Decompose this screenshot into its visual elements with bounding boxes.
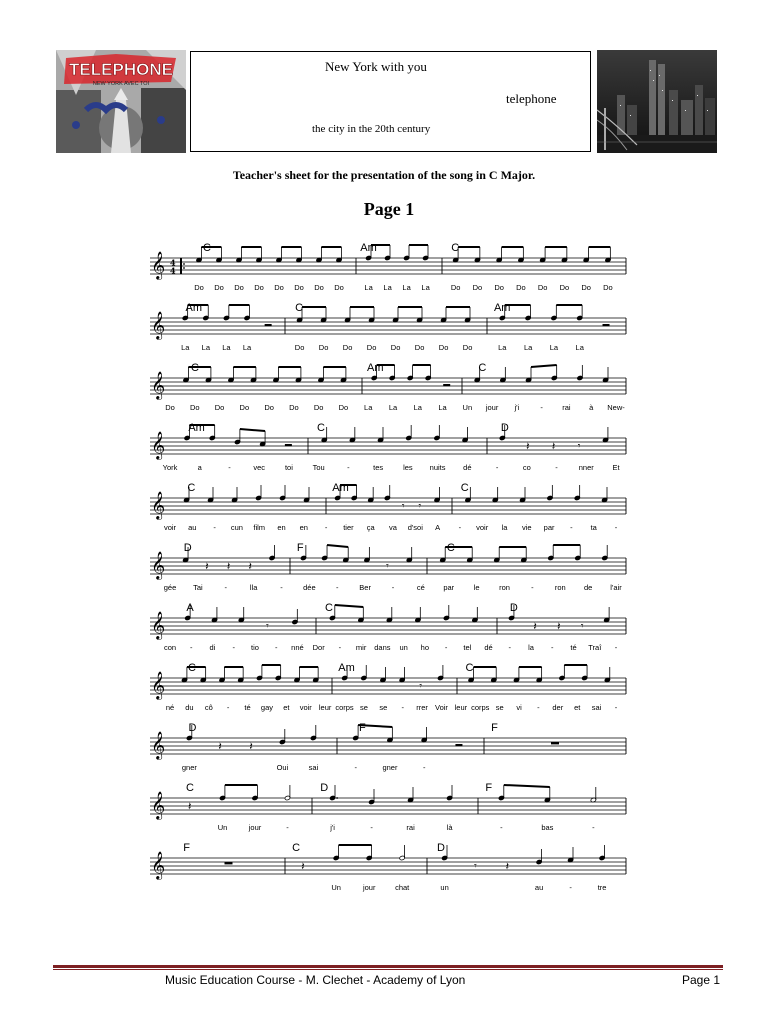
lyric-syllable: - <box>614 703 618 712</box>
repeat-dot <box>183 263 185 265</box>
treble-clef-icon: 𝄞 <box>151 851 166 879</box>
lyric-syllable: nné <box>291 643 304 652</box>
lyric-syllable: gay <box>260 703 274 712</box>
chord-symbol: D <box>320 782 329 794</box>
lyric-syllable: gner <box>382 763 398 772</box>
chord-symbol: C <box>325 602 334 614</box>
chord-symbol: C <box>191 362 199 374</box>
lyric-syllable: dé <box>463 463 472 472</box>
lyric-syllable: - <box>336 583 339 592</box>
chord-symbol: A <box>186 602 194 614</box>
note-beam <box>240 429 265 431</box>
lyric-syllable: par <box>543 523 555 532</box>
eighth-rest-icon: 𝄾 <box>386 561 389 572</box>
lyric-syllable: A <box>435 523 441 532</box>
staff-system <box>150 722 626 772</box>
lyric-syllable: Do <box>313 403 324 412</box>
lyric-syllable: Do <box>334 283 344 292</box>
lyric-syllable: La <box>402 283 411 292</box>
quarter-rest-icon: 𝄽 <box>248 560 252 573</box>
lyric-syllable: La <box>421 283 430 292</box>
lyric-syllable: York <box>162 463 178 472</box>
note-beam <box>327 545 348 547</box>
lyric-syllable: voir <box>299 703 312 712</box>
lyric-syllable: au <box>188 523 197 532</box>
staff-system <box>150 662 626 712</box>
lyric-syllable: La <box>201 343 211 352</box>
chord-symbol: D <box>500 422 509 434</box>
chord-symbol: D <box>436 842 445 854</box>
lyric-syllable: rai <box>406 823 415 832</box>
lyric-syllable: Do <box>559 283 570 292</box>
lyric-syllable: Do <box>516 283 526 292</box>
chord-symbol: Am <box>493 302 511 314</box>
lyric-syllable: - <box>592 823 595 832</box>
lyric-syllable: gée <box>163 583 177 592</box>
lyric-syllable: Do <box>194 283 204 292</box>
lyric-syllable: Do <box>581 283 591 292</box>
staff-system <box>150 842 626 892</box>
lyric-syllable: - <box>354 763 357 772</box>
eighth-rest-icon: 𝄾 <box>580 621 584 632</box>
chord-symbol: C <box>203 242 211 254</box>
lyric-syllable: et <box>283 703 290 712</box>
treble-clef-icon: 𝄞 <box>151 491 166 519</box>
footer-course-credit: Music Education Course - M. Clechet - Academy of Lyon <box>165 973 466 987</box>
lyric-syllable: - <box>370 823 373 832</box>
lyric-syllable: l'air <box>610 583 622 592</box>
sheet-subtitle: Teacher's sheet for the presentation of the song in C Major. <box>232 168 536 182</box>
lyric-syllable: con <box>163 643 177 652</box>
lyric-syllable: - <box>537 703 540 712</box>
lyric-syllable: film <box>253 523 266 532</box>
chord-symbol: D <box>188 722 197 734</box>
lyric-syllable: - <box>495 463 499 472</box>
lyric-syllable: - <box>280 583 283 592</box>
chord-symbol: Am <box>332 482 349 494</box>
chord-symbol: F <box>485 782 493 794</box>
lyric-syllable: à <box>589 403 594 412</box>
half-rest-icon <box>265 324 272 326</box>
lyric-syllable: Tou <box>312 463 325 472</box>
lyric-syllable: Tai <box>193 583 203 592</box>
title-line-3: the city in the 20th century <box>312 123 431 135</box>
staff-system <box>150 482 626 532</box>
quarter-rest-icon: 𝄽 <box>557 620 561 633</box>
staff-system <box>150 602 626 652</box>
chord-symbol: C <box>186 782 194 794</box>
staff-system <box>150 242 626 292</box>
time-signature: 4 <box>170 257 176 268</box>
lyric-syllable: Do <box>366 343 377 352</box>
lyric-syllable: Do <box>390 343 401 352</box>
chord-symbol: F <box>359 722 366 734</box>
whole-rest-icon <box>225 862 233 864</box>
lyric-syllable: Do <box>338 403 349 412</box>
lyric-syllable: voir <box>163 523 177 532</box>
lyric-syllable: les <box>403 463 413 472</box>
quarter-rest-icon: 𝄽 <box>249 740 253 753</box>
lyric-syllable: Do <box>274 283 284 292</box>
chord-symbol: C <box>188 662 196 674</box>
lyric-syllable: La <box>498 343 507 352</box>
lyric-syllable: dé <box>484 643 493 652</box>
lyric-syllable: Do <box>214 283 224 292</box>
lyric-syllable: Do <box>264 403 274 412</box>
lyric-syllable: Oui <box>276 763 289 772</box>
lyric-syllable: - <box>226 703 230 712</box>
lyric-syllable: - <box>232 643 235 652</box>
lyric-syllable: le <box>473 583 480 592</box>
lyric-syllable: bas <box>541 823 554 832</box>
lyric-syllable: en <box>277 523 286 532</box>
quarter-rest-icon: 𝄽 <box>551 440 556 453</box>
chord-symbol: C <box>295 302 304 314</box>
chord-symbol: F <box>491 722 498 734</box>
lyric-syllable: la <box>528 643 534 652</box>
lyric-syllable: - <box>458 523 462 532</box>
lyric-syllable: va <box>389 523 397 532</box>
lyric-syllable: La <box>413 403 422 412</box>
lyric-syllable: Do <box>239 403 250 412</box>
quarter-rest-icon: 𝄽 <box>205 560 209 573</box>
chord-symbol: Am <box>338 662 355 674</box>
chord-symbol: F <box>183 842 191 854</box>
lyric-syllable: ron <box>499 583 510 592</box>
half-rest-icon <box>443 384 450 386</box>
lyric-syllable: tes <box>373 463 384 472</box>
lyric-syllable: Do <box>214 403 225 412</box>
lyric-syllable: en <box>299 523 308 532</box>
lyric-syllable: dans <box>374 643 391 652</box>
lyric-syllable: vie <box>522 523 532 532</box>
lyric-syllable: voir <box>476 523 489 532</box>
lyric-syllable: corps <box>471 703 490 712</box>
lyric-syllable: cun <box>230 523 243 532</box>
half-rest-icon <box>455 744 462 746</box>
lyric-syllable: lla <box>249 583 258 592</box>
treble-clef-icon: 𝄞 <box>151 611 166 639</box>
lyric-syllable: sai <box>308 763 319 772</box>
chord-symbol: C <box>478 362 487 374</box>
staff-system <box>150 782 626 832</box>
lyric-syllable: gner <box>181 763 197 772</box>
chord-symbol: D <box>183 542 192 554</box>
lyric-syllable: Do <box>450 283 461 292</box>
treble-clef-icon: 𝄞 <box>151 791 166 819</box>
lyric-syllable: La <box>222 343 231 352</box>
lyric-syllable: té <box>570 643 577 652</box>
lyric-syllable: La <box>364 283 373 292</box>
lyric-syllable: vi <box>516 703 522 712</box>
lyric-syllable: a <box>197 463 202 472</box>
lyric-syllable: Un <box>462 403 473 412</box>
page-heading: Page 1 <box>363 199 415 219</box>
lyric-syllable: chat <box>395 883 410 892</box>
lyric-syllable: nner <box>578 463 594 472</box>
lyric-syllable: Traî <box>588 643 602 652</box>
lyric-syllable: ron <box>554 583 566 592</box>
chord-symbol: C <box>316 422 325 434</box>
lyric-syllable: New- <box>607 403 625 412</box>
lyric-syllable: jour <box>485 403 499 412</box>
chord-symbol: C <box>187 482 196 494</box>
lyric-syllable: se <box>359 703 368 712</box>
quarter-rest-icon: 𝄽 <box>505 860 509 873</box>
lyric-syllable: un <box>399 643 408 652</box>
lyric-syllable: Do <box>462 343 473 352</box>
title-line-1: New York with you <box>325 59 427 74</box>
lyric-syllable: tel <box>463 643 472 652</box>
staff-system <box>150 422 626 472</box>
lyric-syllable: mir <box>355 643 367 652</box>
time-signature: 4 <box>170 265 176 276</box>
treble-clef-icon: 𝄞 <box>151 731 166 759</box>
lyric-syllable: La <box>383 283 392 292</box>
lyric-syllable: - <box>324 523 328 532</box>
lyric-syllable: - <box>338 643 342 652</box>
quarter-rest-icon: 𝄽 <box>526 440 530 453</box>
lyric-syllable: Do <box>537 283 548 292</box>
lyric-syllable: La <box>388 403 398 412</box>
lyric-syllable: - <box>444 643 448 652</box>
chord-symbol: C <box>465 662 474 674</box>
lyric-syllable: Do <box>254 283 264 292</box>
lyric-syllable: - <box>614 523 618 532</box>
chord-symbol: Am <box>360 242 377 254</box>
lyric-syllable: cé <box>416 583 425 592</box>
chord-symbol: C <box>446 542 455 554</box>
treble-clef-icon: 𝄞 <box>151 551 166 579</box>
lyric-syllable: di <box>209 643 216 652</box>
lyric-syllable: - <box>224 583 227 592</box>
logo-text: TELEPHONE <box>69 60 173 79</box>
lyric-syllable: cô <box>204 703 213 712</box>
note-beam <box>335 605 364 607</box>
lyric-syllable: Do <box>289 403 299 412</box>
eighth-rest-icon: 𝄾 <box>266 621 269 632</box>
lyric-syllable: - <box>569 883 572 892</box>
half-rest-icon <box>603 324 610 326</box>
lyric-syllable: - <box>213 523 216 532</box>
lyric-syllable: Do <box>414 343 425 352</box>
treble-clef-icon: 𝄞 <box>151 311 166 339</box>
lyric-syllable: - <box>508 643 512 652</box>
lyric-syllable: Ber <box>359 583 371 592</box>
eighth-rest-icon: 𝄾 <box>577 441 581 452</box>
lyric-syllable: tio <box>250 643 259 652</box>
lyric-syllable: tier <box>343 523 354 532</box>
lyric-syllable: La <box>181 343 190 352</box>
lyric-syllable: té <box>244 703 251 712</box>
lyric-syllable: là <box>446 823 453 832</box>
lyric-syllable: Do <box>165 403 175 412</box>
staff-system <box>150 362 626 412</box>
treble-clef-icon: 𝄞 <box>151 671 166 699</box>
lyric-syllable: d'soi <box>407 523 423 532</box>
lyric-syllable: - <box>274 643 278 652</box>
staff-system <box>150 302 626 352</box>
lyric-syllable: se <box>379 703 388 712</box>
lyric-syllable: - <box>347 463 350 472</box>
lyric-syllable: - <box>570 523 573 532</box>
note-beam <box>504 785 550 787</box>
lyric-syllable: rrer <box>416 703 428 712</box>
lyric-syllable: - <box>228 463 231 472</box>
lyric-syllable: leur <box>454 703 468 712</box>
lyric-syllable: Voir <box>435 703 448 712</box>
note-beam <box>531 365 557 367</box>
title-line-2: telephone <box>506 91 557 106</box>
lyric-syllable: - <box>555 463 558 472</box>
lyric-syllable: Do <box>234 283 244 292</box>
logo-subtext: NEW YORK AVEC TOI <box>92 81 150 87</box>
chord-symbol: Am <box>185 302 203 314</box>
lyric-syllable: tre <box>597 883 607 892</box>
repeat-dot <box>183 267 185 269</box>
lyric-syllable: Do <box>494 283 504 292</box>
lyric-syllable: Do <box>318 343 329 352</box>
lyric-syllable: au <box>534 883 544 892</box>
lyric-syllable: - <box>286 823 289 832</box>
lyric-syllable: vec <box>253 463 266 472</box>
lyric-syllable: Do <box>294 283 304 292</box>
lyric-syllable: La <box>242 343 252 352</box>
chord-symbol: C <box>292 842 301 854</box>
lyric-syllable: se <box>495 703 504 712</box>
lyric-syllable: La <box>438 403 447 412</box>
quarter-rest-icon: 𝄽 <box>533 620 537 633</box>
footer-page-number: Page 1 <box>682 973 721 987</box>
lyric-syllable: - <box>551 643 554 652</box>
lyric-syllable: Do <box>603 283 613 292</box>
lyric-syllable: Do <box>438 343 449 352</box>
lyric-syllable: né <box>165 703 175 712</box>
lyric-syllable: co <box>522 463 531 472</box>
eighth-rest-icon: 𝄾 <box>419 681 423 692</box>
lyric-syllable: - <box>189 643 193 652</box>
half-rest-icon <box>285 444 292 446</box>
chord-symbol: D <box>509 602 518 614</box>
chord-symbol: C <box>460 482 469 494</box>
lyric-syllable: sai <box>591 703 602 712</box>
treble-clef-icon: 𝄞 <box>151 431 166 459</box>
lyric-syllable: leur <box>318 703 332 712</box>
lyric-syllable: Do <box>314 283 324 292</box>
whole-rest-icon <box>551 742 559 744</box>
lyric-syllable: - <box>422 763 426 772</box>
lyric-syllable: par <box>443 583 455 592</box>
note-dot <box>336 797 338 799</box>
eighth-rest-icon: 𝄾 <box>401 501 405 512</box>
lyric-syllable: rai <box>562 403 571 412</box>
lyric-syllable: Et <box>612 463 620 472</box>
lyric-syllable: jour <box>248 823 262 832</box>
lyric-syllable: ça <box>366 523 375 532</box>
chord-symbol: C <box>451 242 460 254</box>
lyric-syllable: corps <box>335 703 354 712</box>
footer-rule-thin <box>53 969 723 970</box>
chord-symbol: Am <box>367 362 384 374</box>
lyric-syllable: jour <box>362 883 376 892</box>
chord-symbol: Am <box>188 422 205 434</box>
eighth-rest-icon: 𝄾 <box>474 861 477 872</box>
quarter-rest-icon: 𝄽 <box>226 560 231 573</box>
lyric-syllable: - <box>391 583 395 592</box>
quarter-rest-icon: 𝄽 <box>188 800 192 813</box>
lyric-syllable: Do <box>342 343 353 352</box>
lyric-syllable: j'i <box>330 823 335 832</box>
lyric-syllable: Do <box>294 343 305 352</box>
lyric-syllable: et <box>574 703 581 712</box>
chord-symbol: F <box>296 542 304 554</box>
lyric-syllable: j'i <box>514 403 520 412</box>
lyric-syllable: La <box>364 403 373 412</box>
staff-system <box>150 542 626 592</box>
lyric-syllable: - <box>614 643 618 652</box>
lyric-syllable: toi <box>284 463 293 472</box>
lyric-syllable: un <box>440 883 449 892</box>
lyric-syllable: ho <box>420 643 430 652</box>
lyric-syllable: La <box>575 343 584 352</box>
quarter-rest-icon: 𝄽 <box>218 740 222 753</box>
treble-clef-icon: 𝄞 <box>151 371 166 399</box>
lyric-syllable: Do <box>472 283 483 292</box>
lyric-syllable: du <box>185 703 194 712</box>
lyric-syllable: - <box>401 703 404 712</box>
lyric-syllable: dée <box>303 583 316 592</box>
lyric-syllable: - <box>531 583 534 592</box>
lyric-syllable: - <box>540 403 543 412</box>
footer-rule <box>53 965 723 968</box>
lyric-syllable: nuits <box>429 463 446 472</box>
lyric-syllable: La <box>523 343 533 352</box>
treble-clef-icon: 𝄞 <box>151 251 166 279</box>
lyric-syllable: ta <box>590 523 597 532</box>
lyric-syllable: la <box>501 523 508 532</box>
lyric-syllable: Un <box>331 883 341 892</box>
lyric-syllable: - <box>500 823 503 832</box>
quarter-rest-icon: 𝄽 <box>301 860 305 873</box>
lyric-syllable: Dor <box>312 643 325 652</box>
eighth-rest-icon: 𝄾 <box>418 501 422 512</box>
lyric-syllable: de <box>583 583 593 592</box>
lyric-syllable: der <box>552 703 564 712</box>
lyric-syllable: Do <box>189 403 200 412</box>
lyric-syllable: Un <box>217 823 228 832</box>
lyric-syllable: La <box>549 343 559 352</box>
